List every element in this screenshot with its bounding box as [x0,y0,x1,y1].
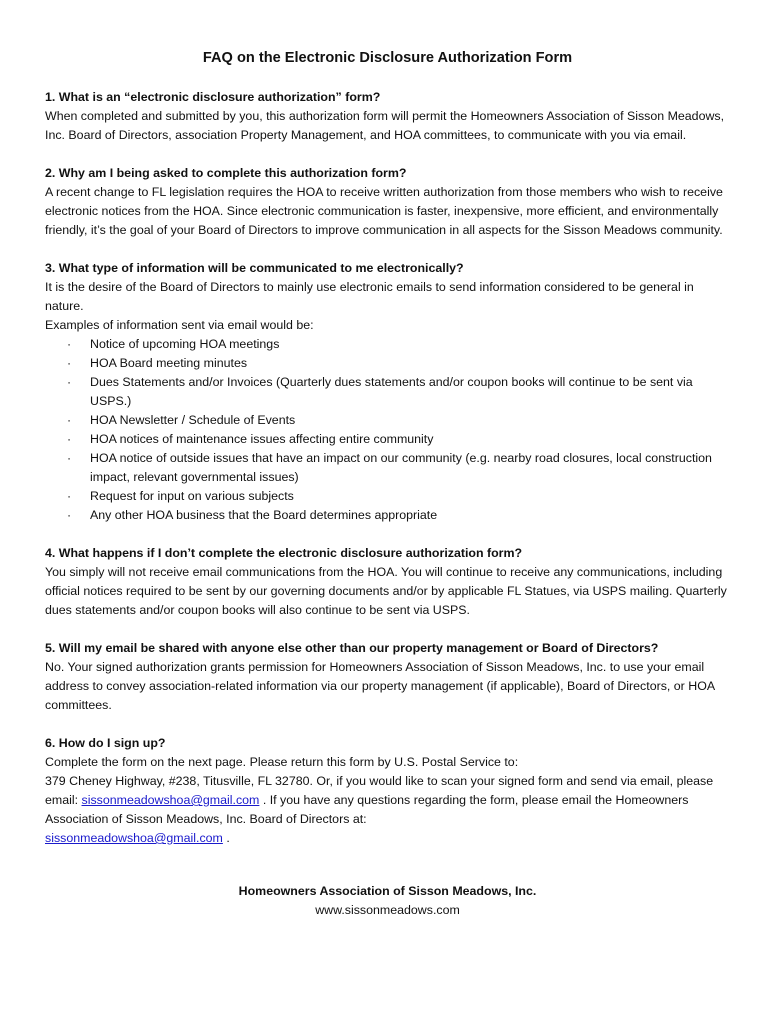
faq-answer: No. Your signed authorization grants permission for Homeowners Association of Sisson Meadows, Inc. to use your email address to convey association-related information via our property management (if applicable), Board of Directors, or HOA committees. [45,660,715,712]
faq-section-4 [45,544,730,620]
page-title: FAQ on the Electronic Disclosure Authorization Form [202,50,573,66]
examples-list [45,335,730,525]
faq-question: 1. What is an “electronic disclosure authorization” form? [45,90,381,104]
bullet-icon: · [67,489,72,503]
faq-question: 2. Why am I being asked to complete this authorization form? [45,166,407,180]
bullet-icon: · [67,451,72,465]
signup-address-text: 379 Cheney Highway, #238, Titusville, FL 32780. Or, if you would like to scan your signed form and send via email, please email: [45,774,714,807]
list-item [45,487,730,506]
bullet-icon: · [67,432,72,446]
list-item [45,354,730,373]
list-item-text: HOA Newsletter / Schedule of Events [90,413,296,427]
faq-answer: When completed and submitted by you, this authorization form will permit the Homeowners Association of Sisson Meadows, Inc. Board of Directors, association Property Management, and HOA committees, to communicate with you via email. [45,109,725,142]
signup-questions-text: . If you have any questions regarding the form, please email the Homeowners Association of Sisson Meadows, Inc. Board of Directors at: [45,793,689,826]
list-item [45,506,730,525]
period-text: . [226,831,230,845]
list-item-text: HOA Board meeting minutes [90,356,248,370]
list-item-text: Any other HOA business that the Board determines appropriate [90,508,438,522]
bullet-icon: · [67,413,72,427]
bullet-icon: · [67,508,72,522]
faq-answer: It is the desire of the Board of Directors to mainly use electronic emails to send information considered to be general in nature. [45,280,694,313]
examples-intro: Examples of information sent via email would be: [45,318,314,332]
email-link[interactable]: sissonmeadowshoa@gmail.com [81,793,260,807]
faq-question: 5. Will my email be shared with anyone else other than our property management or Board of Directors? [45,641,659,655]
list-item-text: Request for input on various subjects [90,489,294,503]
list-item [45,335,730,354]
faq-section-2 [45,164,730,240]
signup-instructions: Complete the form on the next page. Please return this form by U.S. Postal Service to: [45,755,519,769]
list-item-text: HOA notices of maintenance issues affecting entire community [90,432,434,446]
bullet-icon: · [67,375,72,389]
bullet-icon: · [67,337,72,351]
faq-answer: A recent change to FL legislation requires the HOA to receive written authorization from those members who wish to receive electronic notices from the HOA. Since electronic communication is faster, inexpensive, more efficient, and environmentally friendly, it’s the goal of your Board of Directors to improve communication in all aspects for the Sisson Meadows community. [45,185,723,237]
footer-website: www.sissonmeadows.com [315,903,460,917]
list-item [45,411,730,430]
list-item [45,430,730,449]
board-email-link[interactable]: sissonmeadowshoa@gmail.com [45,831,223,845]
faq-answer: You simply will not receive email communications from the HOA. You will continue to receive any communications, including official notices required to be sent by our governing documents and/or by applicable FL Statues, via USPS mailing. Quarterly dues statements and/or coupon books will also continue to be sent via USPS. [45,565,727,617]
signup-contact [45,772,730,848]
list-item-text: HOA notice of outside issues that have an impact on our community (e.g. nearby road closures, local construction impact, relevant governmental issues) [90,451,712,484]
list-item-text: Notice of upcoming HOA meetings [90,337,280,351]
list-item-text: Dues Statements and/or Invoices (Quarterly dues statements and/or coupon books will continue to be sent via USPS.) [90,375,693,408]
faq-section-5 [45,639,730,715]
list-item [45,373,730,411]
faq-section-1 [45,88,730,145]
footer [45,882,730,920]
footer-org-name: Homeowners Association of Sisson Meadows, Inc. [238,884,537,898]
faq-section-3 [45,259,730,525]
bullet-icon: · [67,356,72,370]
list-item [45,449,730,487]
faq-section-6 [45,734,730,848]
faq-question: 6. How do I sign up? [45,736,166,750]
faq-question: 3. What type of information will be communicated to me electronically? [45,261,464,275]
faq-question: 4. What happens if I don’t complete the electronic disclosure authorization form? [45,546,523,560]
